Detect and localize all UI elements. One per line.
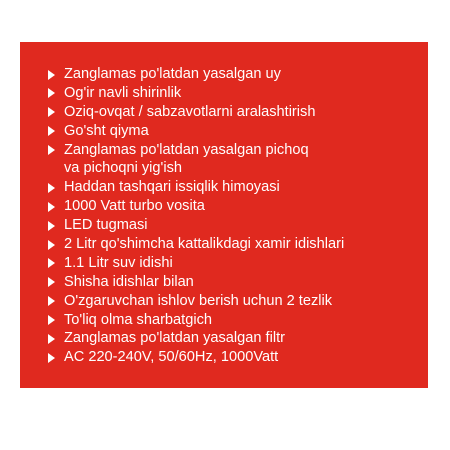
triangle-right-icon: [48, 315, 55, 325]
feature-text: Oziq-ovqat / sabzavotlarni aralashtirish: [64, 103, 316, 120]
feature-text: Zanglamas po'latdan yasalgan pichoq va pichoqni yig'ish: [64, 141, 309, 177]
feature-text: Shisha idishlar bilan: [64, 273, 194, 290]
feature-text: LED tugmasi: [64, 217, 148, 234]
feature-text: 2 Litr qo'shimcha kattalikdagi xamir idishlari: [64, 236, 345, 253]
feature-item: [48, 122, 422, 141]
feature-text: 1000 Vatt turbo vosita: [64, 198, 205, 215]
feature-item: [48, 329, 422, 348]
triangle-right-icon: [48, 107, 55, 117]
triangle-right-icon: [48, 145, 55, 155]
feature-text: Go'sht qiyma: [64, 122, 149, 139]
feature-text: O'zgaruvchan ishlov berish uchun 2 tezlik: [64, 292, 333, 309]
feature-item: [48, 216, 422, 235]
feature-item: [48, 197, 422, 216]
feature-text: AC 220-240V, 50/60Hz, 1000Vatt: [64, 349, 279, 366]
triangle-right-icon: [48, 126, 55, 136]
feature-item: [48, 292, 422, 311]
feature-item: [48, 141, 422, 179]
triangle-right-icon: [48, 353, 55, 363]
feature-item: [48, 84, 422, 103]
triangle-right-icon: [48, 183, 55, 193]
feature-text: Haddan tashqari issiqlik himoyasi: [64, 179, 280, 196]
feature-item: [48, 273, 422, 292]
triangle-right-icon: [48, 70, 55, 80]
feature-text: To'liq olma sharbatgich: [64, 311, 212, 328]
feature-text: 1.1 Litr suv idishi: [64, 254, 173, 271]
feature-item: [48, 311, 422, 330]
triangle-right-icon: [48, 221, 55, 231]
triangle-right-icon: [48, 240, 55, 250]
feature-item: [48, 178, 422, 197]
feature-text: Og'ir navli shirinlik: [64, 84, 182, 101]
triangle-right-icon: [48, 202, 55, 212]
feature-item: [48, 348, 422, 367]
triangle-right-icon: [48, 88, 55, 98]
triangle-right-icon: [48, 296, 55, 306]
feature-panel: [20, 42, 428, 388]
feature-item: [48, 103, 422, 122]
triangle-right-icon: [48, 277, 55, 287]
feature-item: [48, 254, 422, 273]
feature-item: [48, 65, 422, 84]
feature-item: [48, 235, 422, 254]
feature-text: Zanglamas po'latdan yasalgan filtr: [64, 330, 286, 347]
triangle-right-icon: [48, 334, 55, 344]
feature-text: Zanglamas po'latdan yasalgan uy: [64, 66, 281, 82]
feature-list: [48, 65, 422, 367]
triangle-right-icon: [48, 258, 55, 268]
